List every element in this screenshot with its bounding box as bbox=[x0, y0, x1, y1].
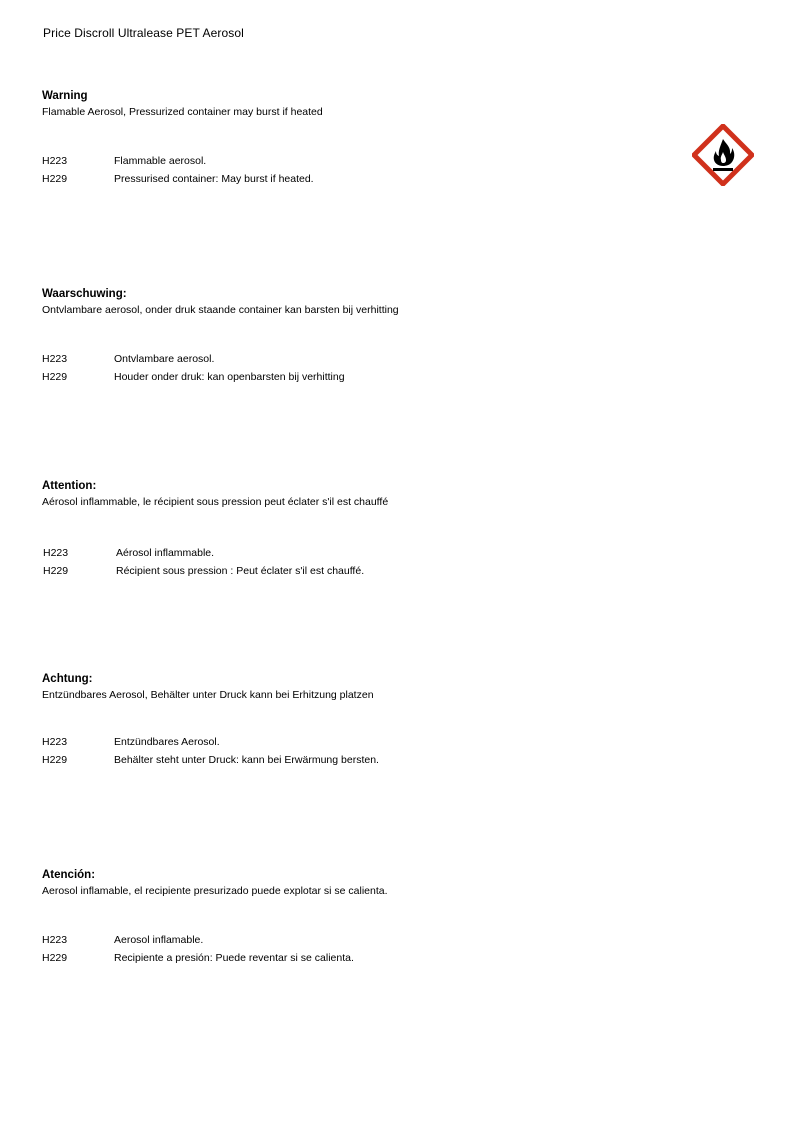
section-de bbox=[42, 672, 662, 769]
hazard-statements bbox=[42, 153, 662, 188]
section-en bbox=[42, 89, 662, 188]
hazard-statements bbox=[42, 351, 662, 386]
section-fr bbox=[42, 479, 662, 580]
hazard-statement-row bbox=[42, 752, 662, 770]
hazard-code: H223 bbox=[43, 547, 69, 559]
hazard-code: H229 bbox=[42, 951, 68, 964]
hazard-code: H229 bbox=[42, 753, 68, 766]
hazard-code: H223 bbox=[42, 736, 68, 748]
hazard-text: Flammable aerosol. bbox=[114, 155, 207, 167]
section-summary: Entzündbares Aerosol, Behälter unter Druck kann bei Erhitzung platzen bbox=[42, 689, 374, 701]
section-nl bbox=[42, 287, 662, 386]
pictogram-diamond-border bbox=[694, 126, 752, 184]
section-heading: Atención: bbox=[42, 869, 96, 881]
section-heading: Attention: bbox=[42, 480, 97, 492]
hazard-statements bbox=[42, 545, 662, 580]
hazard-statements bbox=[42, 932, 662, 967]
section-es bbox=[42, 868, 662, 967]
hazard-text: Aérosol inflammable. bbox=[116, 547, 215, 559]
hazard-statement-row bbox=[42, 932, 662, 950]
hazard-statement-row bbox=[42, 153, 662, 171]
hazard-code: H229 bbox=[42, 370, 68, 383]
hazard-code: H223 bbox=[42, 155, 68, 167]
section-summary: Aérosol inflammable, le récipient sous pression peut éclater s'il est chauffé bbox=[42, 496, 389, 508]
hazard-statement-row bbox=[42, 563, 662, 581]
hazard-text: Pressurised container: May burst if heated. bbox=[114, 172, 314, 185]
hazard-statement-row bbox=[42, 950, 662, 968]
hazard-statement-row bbox=[42, 369, 662, 387]
section-heading: Achtung: bbox=[42, 673, 93, 685]
hazard-text: Aerosol inflamable. bbox=[114, 934, 204, 946]
section-heading: Warning bbox=[42, 90, 88, 102]
hazard-statement-row bbox=[42, 545, 662, 563]
hazard-text: Recipiente a presión: Puede reventar si se calienta. bbox=[114, 951, 354, 964]
hazard-code: H223 bbox=[42, 934, 68, 946]
hazard-statement-row bbox=[42, 171, 662, 189]
hazard-text: Entzündbares Aerosol. bbox=[114, 736, 220, 748]
section-summary: Aerosol inflamable, el recipiente presurizado puede explotar si se calienta. bbox=[42, 885, 388, 897]
hazard-code: H229 bbox=[43, 564, 69, 577]
section-summary: Ontvlambare aerosol, onder druk staande container kan barsten bij verhitting bbox=[42, 304, 399, 316]
hazard-text: Ontvlambare aerosol. bbox=[114, 353, 215, 365]
section-summary: Flamable Aerosol, Pressurized container may burst if heated bbox=[42, 106, 323, 118]
hazard-code: H229 bbox=[42, 172, 68, 185]
hazard-code: H223 bbox=[42, 353, 68, 365]
hazard-statement-row bbox=[42, 734, 662, 752]
hazard-text: Houder onder druk: kan openbarsten bij verhitting bbox=[114, 370, 345, 383]
hazard-statements bbox=[42, 734, 662, 769]
hazard-text: Récipient sous pression : Peut éclater s'il est chauffé. bbox=[116, 564, 365, 577]
document-title: Price Discroll Ultralease PET Aerosol bbox=[43, 26, 244, 40]
pictogram-base-bar bbox=[713, 168, 733, 171]
section-heading: Waarschuwing: bbox=[42, 288, 127, 300]
hazard-text: Behälter steht unter Druck: kann bei Erwärmung bersten. bbox=[114, 753, 379, 766]
hazard-statement-row bbox=[42, 351, 662, 369]
flame-hazard-icon bbox=[692, 124, 754, 186]
